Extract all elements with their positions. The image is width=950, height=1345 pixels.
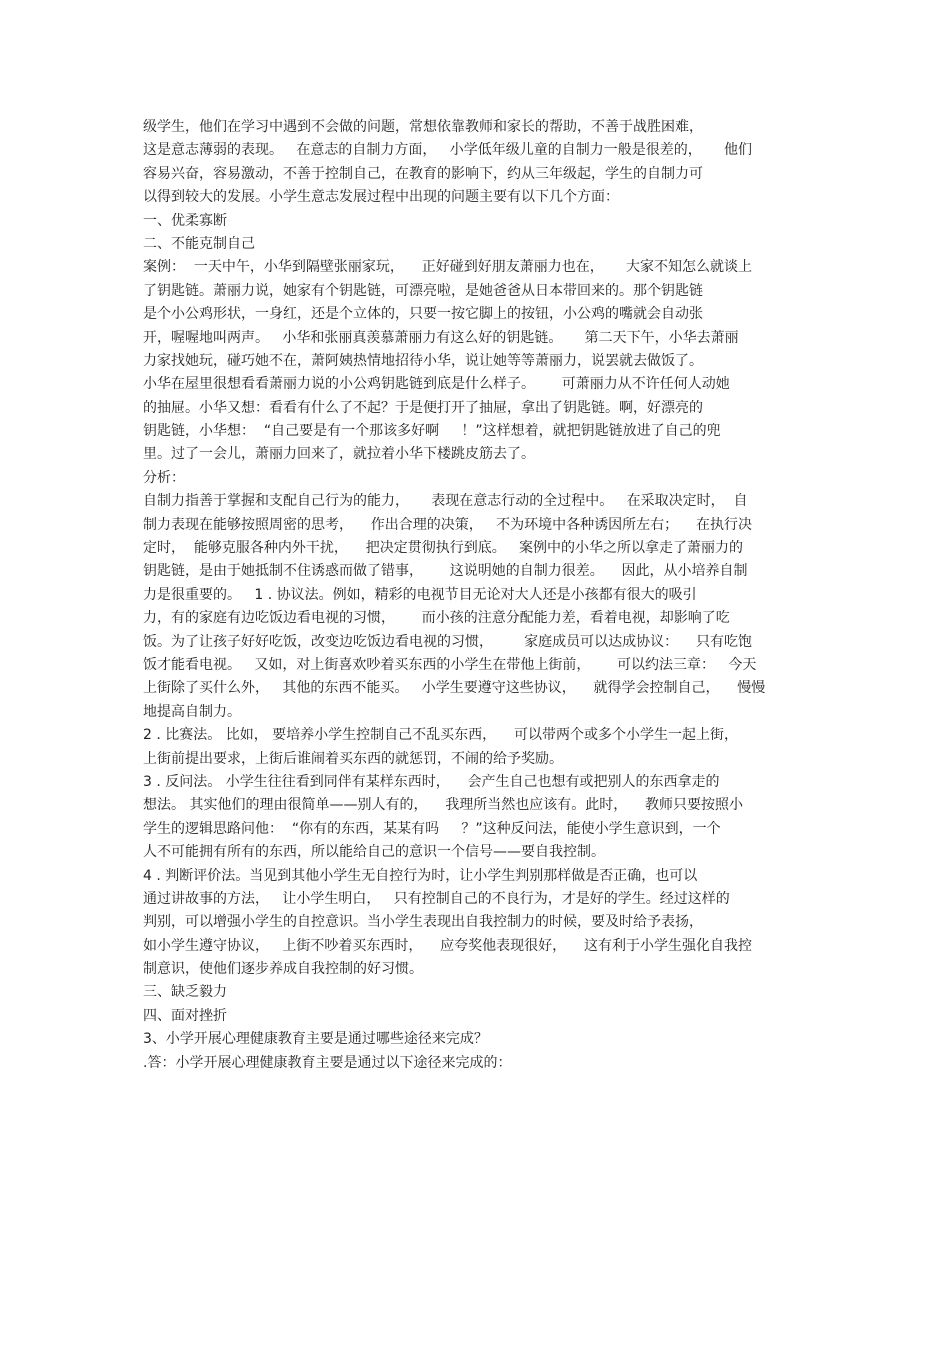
section-heading: 二、不能克制自己 [143,235,255,252]
text-line: 学生的逻辑思路问他： “你有的东西，某某有吗 ？”这种反问法，能使小学生意识到，一个 [143,820,721,837]
text-line: 钥匙链，是由于她抵制不住诱惑而做了错事， 这说明她的自制力很差。 因此，从小培养自制 [143,563,748,580]
text-line: 如小学生遵守协议， 上街不吵着买东西时， 应夸奖他表现很好， 这有利于小学生强化自我控 [143,937,752,954]
text-line: 想法。 其实他们的理由很简单——别人有的， 我理所当然也应该有。此时， 教师只要按照小 [143,797,744,814]
text-line: 饭才能看电视。 又如，对上街喜欢吵着买东西的小学生在带他上街前， 可以约法三章： 今天 [143,656,757,673]
text-line: 了钥匙链。萧丽力说，她家有个钥匙链，可漂亮啦，是她爸爸从日本带回来的。那个钥匙链 [143,282,703,299]
text-line: 饭。为了让孩子好好吃饭，改变边吃饭边看电视的习惯， 家庭成员可以达成协议： 只有吃饱 [143,633,752,650]
text-line: 级学生，他们在学习中遇到不会做的问题，常想依靠教师和家长的帮助，不善于战胜困难， [143,119,703,135]
text-line: 2 . 比赛法。 比如， 要培养小学生控制自己不乱买东西， 可以带两个或多个小学生一起上街， [143,727,738,744]
text-line: 是个小公鸡形状，一身红，还是个立体的，只要一按它脚上的按钮，小公鸡的嘴就会自动张 [143,306,703,323]
answer-line: .答：小学开展心理健康教育主要是通过以下途径来完成的： [143,1054,512,1071]
analysis-label: 分析： [143,469,185,486]
section-heading: 一、优柔寡断 [143,212,227,229]
section-heading: 三、缺乏毅力 [143,984,227,1001]
text-line: 自制力指善于掌握和支配自己行为的能力， 表现在意志行动的全过程中。 在采取决定时， 自 [143,493,748,510]
text-line: 判别，可以增强小学生的自控意识。当小学生表现出自我控制力的时候，要及时给予表扬， [143,914,703,931]
text-line: 钥匙链，小华想： “自己要是有一个那该多好啊 ！”这样想着，就把钥匙链放进了自己的兜 [143,423,721,440]
document-body [143,116,813,1075]
text-line: 开，喔喔地叫两声。 小华和张丽真羡慕萧丽力有这么好的钥匙链。 第二天下午，小华去萧丽 [143,329,739,346]
question-line: 3、小学开展心理健康教育主要是通过哪些途径来完成？ [143,1031,488,1048]
text-line: 人不可能拥有所有的东西，所以能给自己的意识一个信号——要自我控制。 [143,844,605,861]
text-line: 这是意志薄弱的表现。 在意志的自制力方面， 小学低年级儿童的自制力一般是很差的， 他们 [143,142,752,159]
section-heading: 四、面对挫折 [143,1007,227,1024]
text-line: 案例： 一天中午，小华到隔壁张丽家玩， 正好碰到好朋友萧丽力也在， 大家不知怎么就谈上 [143,259,752,276]
text-line: 上街除了买什么外， 其他的东西不能买。 小学生要遵守这些协议， 就得学会控制自己， 慢慢 [143,680,766,697]
text-line: 通过讲故事的方法， 让小学生明白， 只有控制自己的不良行为，才是好的学生。经过这样的 [143,890,730,907]
text-line: 以得到较大的发展。小学生意志发展过程中出现的问题主要有以下几个方面： [143,189,619,206]
text-line: 的抽屉。小华又想：看看有什么了不起？于是便打开了抽屉，拿出了钥匙链。啊，好漂亮的 [143,399,703,416]
text-line: 力是很重要的。 1 . 协议法。例如，精彩的电视节目无论对大人还是小孩都有很大的吸引 [143,586,697,603]
text-line: 力家找她玩，碰巧她不在，萧阿姨热情地招待小华，说让她等等萧丽力，说罢就去做饭了。 [143,352,703,369]
text-line: 制意识，使他们逐步养成自我控制的好习惯。 [143,961,423,978]
text-line: 容易兴奋，容易激动，不善于控制自己，在教育的影响下，约从三年级起，学生的自制力可 [143,165,703,182]
text-line: 上街前提出要求，上街后谁闹着买东西的就惩罚，不闹的给予奖励。 [143,750,563,767]
text-line: 4 . 判断评价法。当见到其他小学生无自控行为时，让小学生判别那样做是否正确，也可以 [143,867,698,884]
text-line: 3 . 反问法。 小学生往往看到同伴有某样东西时， 会产生自己也想有或把别人的东西拿走的 [143,773,720,790]
text-line: 定时， 能够克服各种内外干扰， 把决定贯彻执行到底。 案例中的小华之所以拿走了萧丽力的 [143,540,744,557]
text-line: 制力表现在能够按照周密的思考， 作出合理的决策， 不为环境中各种诱因所左右； 在执行决 [143,516,752,533]
text-line: 地提高自制力。 [143,703,241,720]
text-line: 里。过了一会儿，萧丽力回来了，就拉着小华下楼跳皮筋去了。 [143,446,535,463]
text-line: 力，有的家庭有边吃饭边看电视的习惯， 而小孩的注意分配能力差，看着电视，却影响了吃 [143,610,730,627]
text-line: 小华在屋里很想看看萧丽力说的小公鸡钥匙链到底是什么样子。 可萧丽力从不许任何人动她 [143,376,730,393]
